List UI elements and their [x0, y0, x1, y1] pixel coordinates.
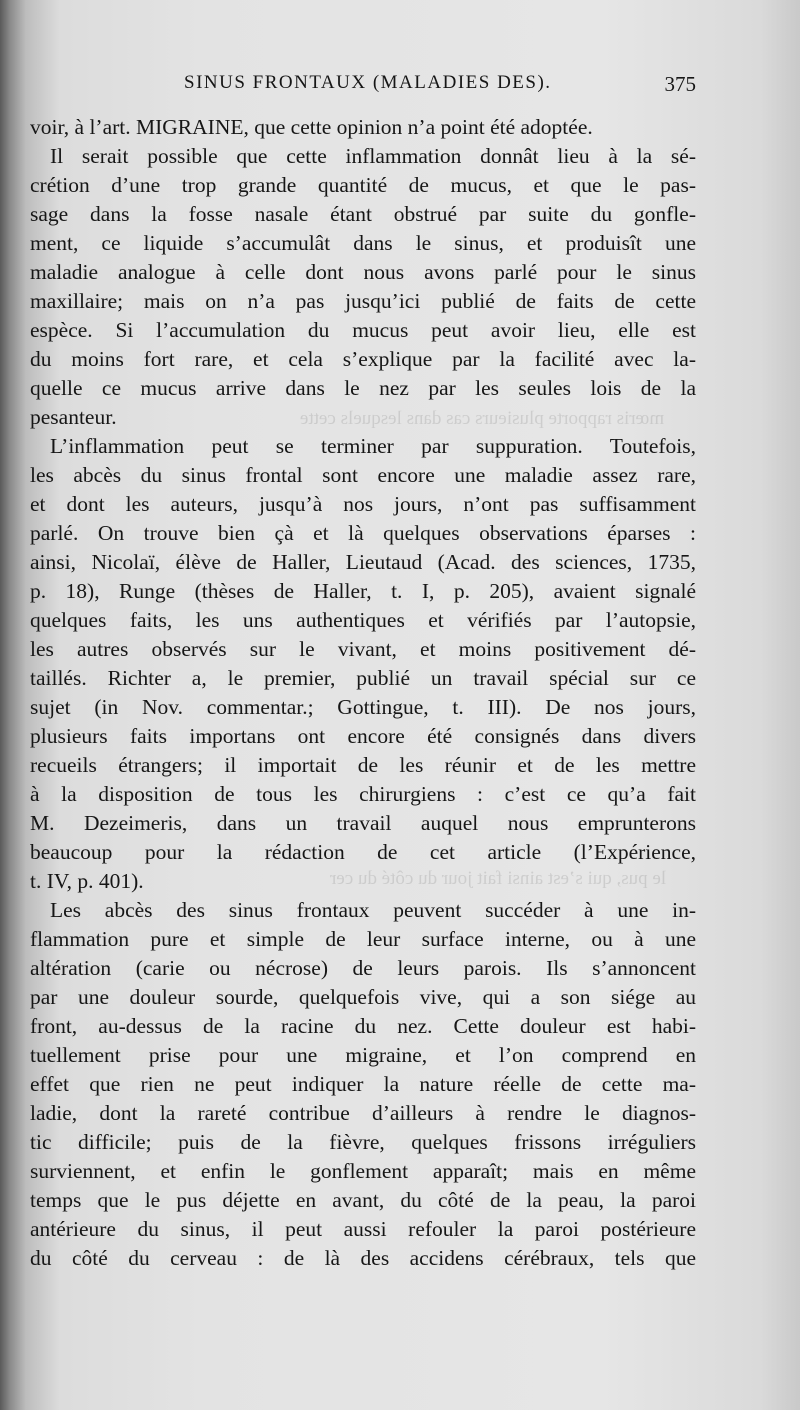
text-line: ainsi, Nicolaï, élève de Haller, Lieutaud (Acad. des sciences, 1735, [30, 550, 696, 574]
text-line: les autres observés sur le vivant, et moins positivement dé- [30, 637, 696, 661]
text-line: Il serait possible que cette inflammation donnât lieu à la sé- [50, 144, 696, 168]
text-line: recueils étrangers; il importait de les réunir et de les mettre [30, 753, 696, 777]
text-line: taillés. Richter a, le premier, publié un travail spécial sur ce [30, 666, 696, 690]
text-line: les abcès du sinus frontal sont encore une maladie assez rare, [30, 463, 696, 487]
running-title: SINUS FRONTAUX (MALADIES DES). [184, 72, 552, 93]
text-line: temps que le pus déjette en avant, du côté de la peau, la paroi [30, 1188, 696, 1212]
paragraph-4 [30, 896, 696, 1273]
text-line: surviennent, et enfin le gonflement apparaît; mais en même [30, 1159, 696, 1183]
text-line: par une douleur sourde, quelquefois vive, qui a son siége au [30, 985, 696, 1009]
paragraph-3 [30, 432, 696, 896]
text-line: altération (carie ou nécrose) de leurs parois. Ils s’annoncent [30, 956, 696, 980]
text-line: crétion d’une trop grande quantité de mucus, et que le pas- [30, 173, 696, 197]
text-line: tuellement prise pour une migraine, et l’on comprend en [30, 1043, 696, 1067]
text-line: voir, à l’art. MIGRAINE, que cette opinion n’a point été adoptée. [30, 115, 593, 139]
paragraph-1 [30, 113, 696, 142]
text-line: pesanteur. [30, 405, 117, 429]
text-line: maxillaire; mais on n’a pas jusqu’ici publié de faits de cette [30, 289, 696, 313]
paragraph-2 [30, 142, 696, 432]
text-line: plusieurs faits importans ont encore été consignés dans divers [30, 724, 696, 748]
running-header [0, 72, 800, 104]
text-line: p. 18), Runge (thèses de Haller, t. I, p. 205), avaient signalé [30, 579, 696, 603]
show-through-decoration: mœris rapporte plusieurs cas dans lesquels cette [300, 408, 665, 429]
text-line: quelques faits, les uns authentiques et vérifiés par l’autopsie, [30, 608, 696, 632]
text-line: L’inflammation peut se terminer par suppuration. Toutefois, [50, 434, 696, 458]
page-number: 375 [664, 72, 696, 96]
text-line: beaucoup pour la rédaction de cet article (l’Expérience, [30, 840, 696, 864]
text-line: Les abcès des sinus frontaux peuvent succéder à une in- [50, 898, 696, 922]
show-through-decoration: le pus, qui s’est ainsi fait jour du côté du cer [330, 868, 667, 889]
text-line: effet que rien ne peut indiquer la nature réelle de cette ma- [30, 1072, 696, 1096]
text-line: sujet (in Nov. commentar.; Gottingue, t. III). De nos jours, [30, 695, 696, 719]
text-line: quelle ce mucus arrive dans le nez par les seules lois de la [30, 376, 696, 400]
text-line: antérieure du sinus, il peut aussi refouler la paroi postérieure [30, 1217, 696, 1241]
text-line: tic difficile; puis de la fièvre, quelques frissons irréguliers [30, 1130, 696, 1154]
body-text [30, 113, 696, 1273]
text-line: maladie analogue à celle dont nous avons parlé pour le sinus [30, 260, 696, 284]
text-line: parlé. On trouve bien çà et là quelques observations éparses : [30, 521, 696, 545]
text-line: et dont les auteurs, jusqu’à nos jours, n’ont pas suffisamment [30, 492, 696, 516]
text-line: front, au-dessus de la racine du nez. Cette douleur est habi- [30, 1014, 696, 1038]
text-line: ment, ce liquide s’accumulât dans le sinus, et produisît une [30, 231, 696, 255]
text-line: t. IV, p. 401). [30, 869, 144, 893]
text-line: du côté du cerveau : de là des accidens cérébraux, tels que [30, 1246, 696, 1270]
text-line: ladie, dont la rareté contribue d’ailleurs à rendre le diagnos- [30, 1101, 696, 1125]
text-line: M. Dezeimeris, dans un travail auquel nous emprunterons [30, 811, 696, 835]
text-line: à la disposition de tous les chirurgiens : c’est ce qu’a fait [30, 782, 696, 806]
text-line: du moins fort rare, et cela s’explique par la facilité avec la- [30, 347, 696, 371]
text-line: espèce. Si l’accumulation du mucus peut avoir lieu, elle est [30, 318, 696, 342]
text-line: flammation pure et simple de leur surface interne, ou à une [30, 927, 696, 951]
text-line: sage dans la fosse nasale étant obstrué par suite du gonfle- [30, 202, 696, 226]
